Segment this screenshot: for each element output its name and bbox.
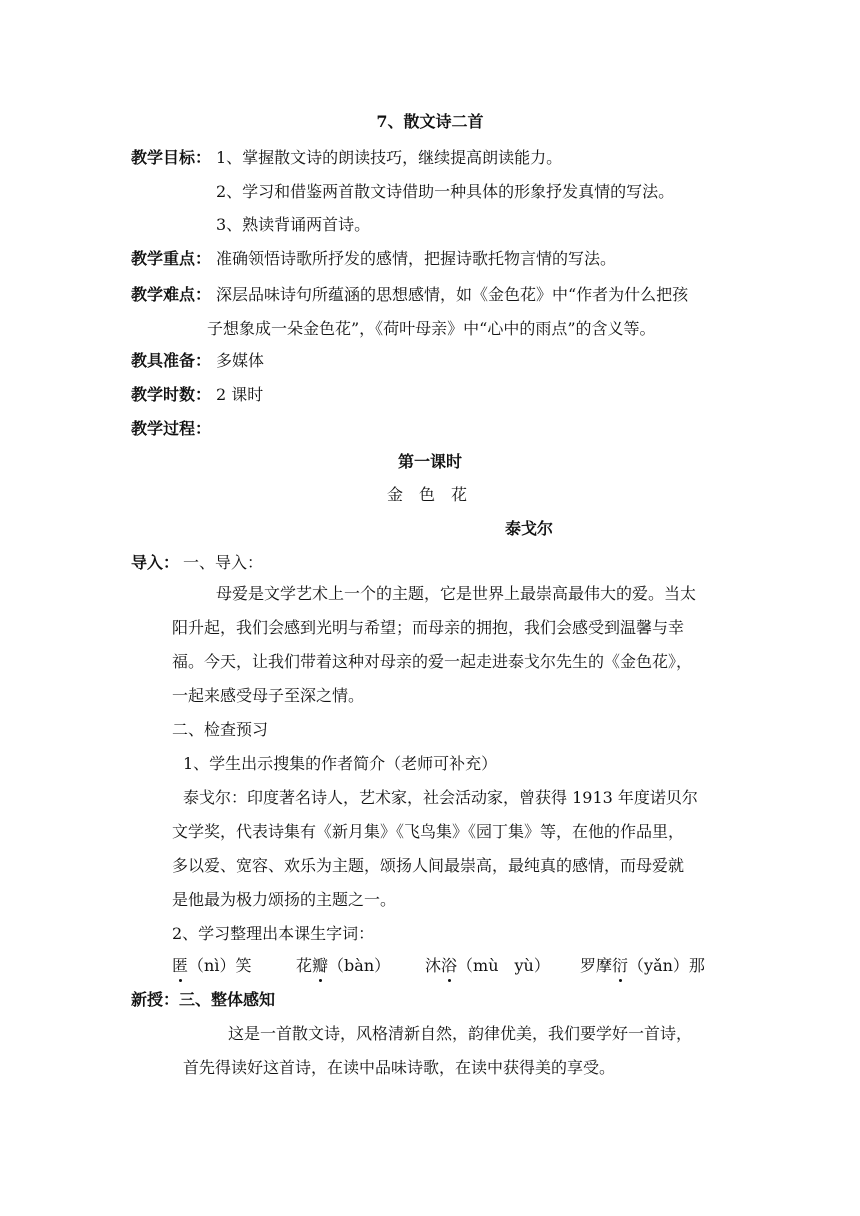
difficulties-line-1: 深层品味诗句所蕴涵的思想感情，如《金色花》中“作者为什么把孩 bbox=[216, 285, 689, 304]
key-points-text: 准确领悟诗歌所抒发的感情，把握诗歌托物言情的写法。 bbox=[216, 249, 617, 268]
intro-line-1: 母爱是文学艺术上一个的主题，它是世界上最崇高最伟大的爱。当太 bbox=[216, 584, 697, 603]
bio-line-4: 是他最为极力颂扬的主题之一。 bbox=[172, 890, 397, 909]
vocab-item: 罗摩衍（yǎn）那 bbox=[580, 956, 705, 975]
intro-line-3: 福。今天，让我们带着这种对母亲的爱一起走进泰戈尔先生的《金色花》， bbox=[172, 652, 693, 671]
hours-text: 2 课时 bbox=[216, 385, 264, 404]
vocab-char: 浴 bbox=[441, 956, 458, 975]
key-points-label: 教学重点： bbox=[131, 249, 212, 268]
bio-line-2: 文学奖，代表诗集有《新月集》《飞鸟集》《园丁集》等，在他的作品里， bbox=[172, 822, 685, 841]
objective-item-2: 2、学习和借鉴两首散文诗借助一种具体的形象抒发真情的写法。 bbox=[216, 182, 675, 201]
objectives-label: 教学目标： bbox=[131, 148, 212, 167]
materials-text: 多媒体 bbox=[216, 351, 265, 370]
vocab-char: 衍 bbox=[612, 956, 629, 975]
vocab-char: 瓣 bbox=[312, 956, 329, 975]
new-lesson-line-2: 首先得读好这首诗，在读中品味诗歌，在读中获得美的享受。 bbox=[183, 1058, 616, 1077]
vocab-item: 匿（nì）笑 bbox=[172, 956, 252, 975]
preview-heading: 二、检查预习 bbox=[172, 720, 269, 739]
process-label: 教学过程： bbox=[131, 419, 212, 438]
poem-title: 金 色 花 bbox=[387, 485, 468, 504]
difficulties-line-2: 子想象成一朵金色花”，《荷叶母亲》中“心中的雨点”的含义等。 bbox=[207, 319, 656, 338]
intro-label: 导入： bbox=[131, 553, 180, 572]
new-lesson-label: 新授：三、整体感知 bbox=[131, 990, 276, 1009]
new-lesson-line-1: 这是一首散文诗，风格清新自然，韵律优美，我们要学好一首诗， bbox=[228, 1024, 693, 1043]
poem-author: 泰戈尔 bbox=[505, 519, 554, 538]
materials-label: 教具准备： bbox=[131, 351, 212, 370]
intro-line-4: 一起来感受母子至深之情。 bbox=[172, 686, 365, 705]
preview-sub-2: 2、学习整理出本课生字词： bbox=[172, 924, 375, 943]
vocab-item: 花瓣（bàn） bbox=[296, 956, 391, 975]
hours-label: 教学时数： bbox=[131, 385, 212, 404]
intro-line-2: 阳升起，我们会感到光明与希望；而母亲的拥抱，我们会感受到温馨与幸 bbox=[172, 618, 685, 637]
bio-line-3: 多以爱、宽容、欢乐为主题，颂扬人间最崇高，最纯真的感情，而母爱就 bbox=[172, 856, 685, 875]
bio-line-1: 泰戈尔：印度著名诗人，艺术家，社会活动家，曾获得 1913 年度诺贝尔 bbox=[183, 788, 698, 807]
objective-item-3: 3、熟读背诵两首诗。 bbox=[216, 215, 371, 234]
vocab-item: 沐浴（mù yù） bbox=[425, 956, 550, 975]
difficulties-label: 教学难点： bbox=[131, 285, 212, 304]
objective-item-1: 1、掌握散文诗的朗读技巧，继续提高朗读能力。 bbox=[216, 148, 563, 167]
preview-sub-1: 1、学生出示搜集的作者简介（老师可补充） bbox=[183, 754, 498, 773]
document-title: 7、散文诗二首 bbox=[376, 112, 484, 131]
intro-heading: 一、导入： bbox=[183, 553, 264, 572]
vocab-char: 匿 bbox=[172, 956, 189, 975]
session-title: 第一课时 bbox=[397, 452, 462, 471]
